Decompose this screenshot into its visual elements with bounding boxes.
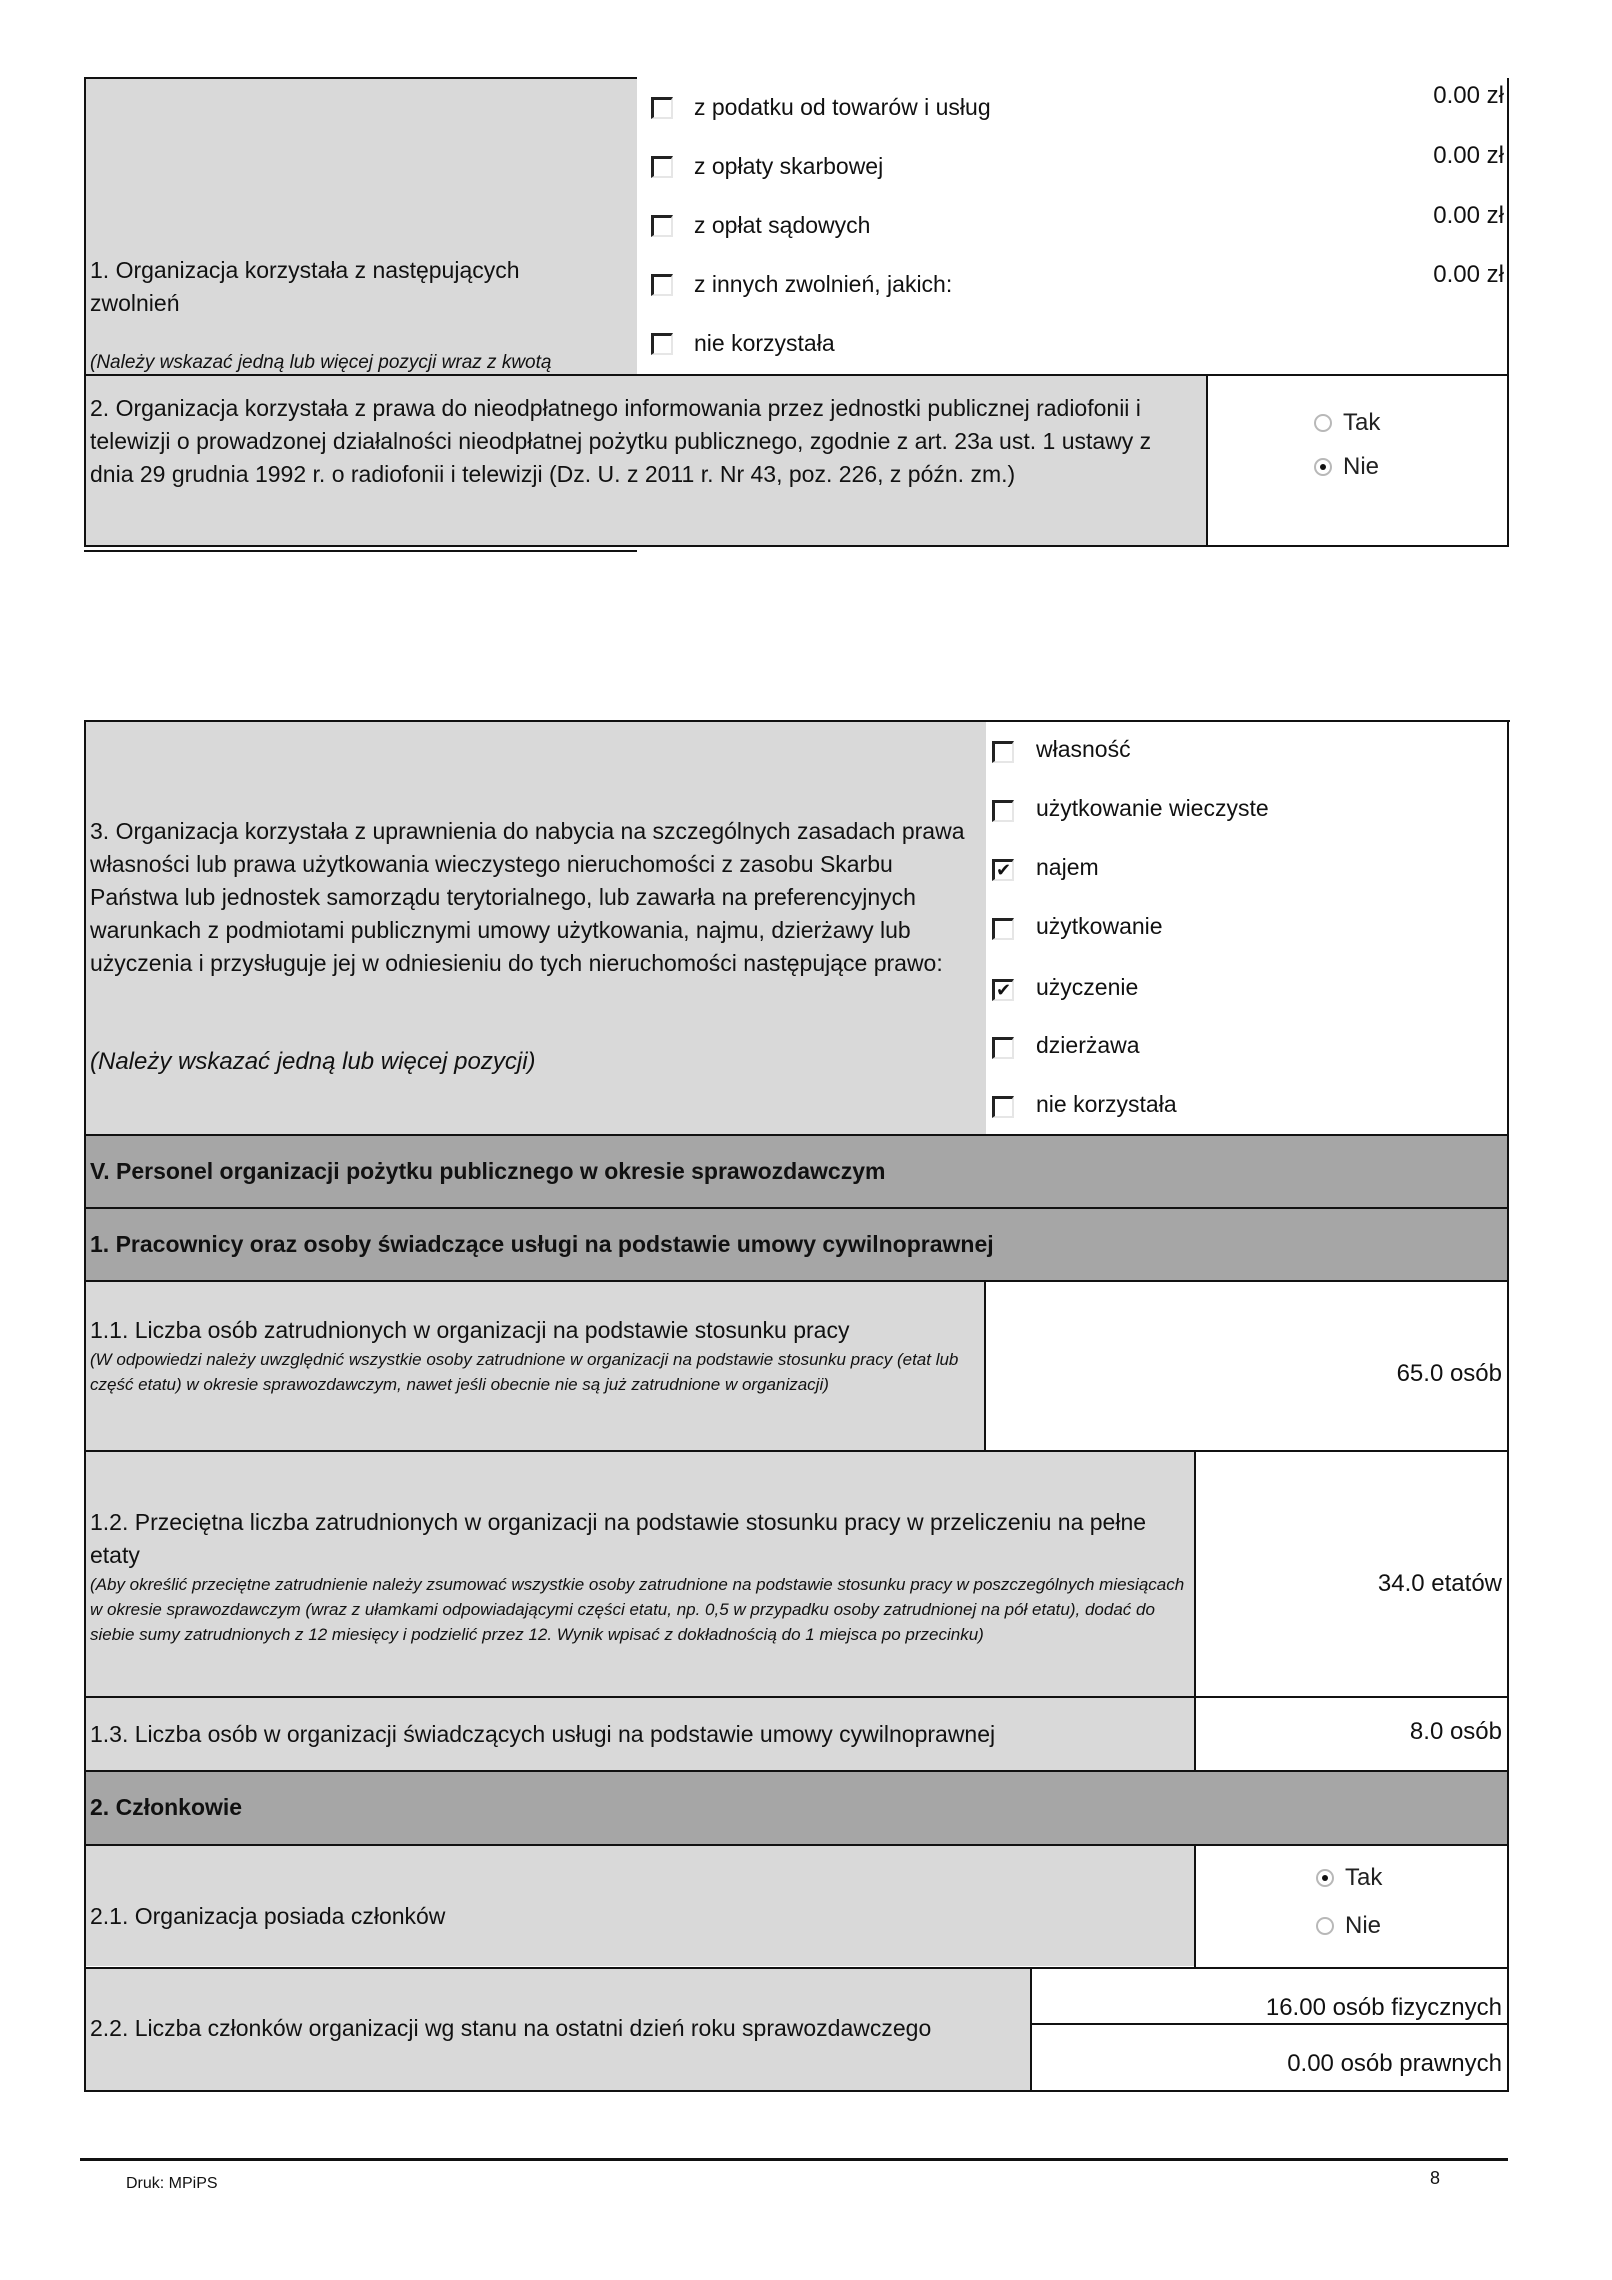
q2-2-value-legal[interactable]: 0.00 osób prawnych [1287,2050,1502,2077]
radio-button[interactable] [1314,458,1332,476]
amount-value: 0.00 zł [1433,261,1504,288]
radio-label: Nie [1345,1912,1382,1939]
q1-top-border [84,77,637,79]
table-right-border [1507,720,1509,2092]
checkbox[interactable] [651,156,673,178]
checkbox[interactable] [992,741,1014,763]
q2-bottom-border [84,545,1509,547]
amount-value: 0.00 zł [1433,202,1504,229]
checkbox[interactable] [651,97,673,119]
q1-2-note: (Aby określić przeciętne zatrudnienie należy zsumować wszystkie osoby zatrudnione na podstawie stosunku pracy w poszczególnych miesiącach w okresie sprawozdawczym (wraz z ułamkami odpowiadającymi części etatu, np. 0,5 w przypadku osoby zatrudnionej na pół etatu), dodać do siebie sumy zatrudnionych z 12 miesięcy i podzielić przez 12. Wynik wpisać z dokładnością do 1 miejsca po przecinku) [90,1575,1185,1644]
q1-2-label: 1.2. Przeciętna liczba zatrudnionych w organizacji na podstawie stosunku pracy w przeliczeniu na pełne etaty [90,1509,1147,1568]
option-label: użytkowanie [1036,913,1163,939]
q2-2-value-natural[interactable]: 16.00 osób fizycznych [1265,1994,1502,2021]
checkbox[interactable] [992,1037,1014,1059]
amount-value: 0.00 zł [1433,142,1504,169]
section-v-title: V. Personel organizacji pożytku publicznego w okresie sprawozdawczym [90,1158,886,1184]
q1-right-border [1507,78,1509,374]
sub1-title: 1. Pracownicy oraz osoby świadczące usługi na podstawie umowy cywilnoprawnej [90,1231,994,1257]
option-label: najem [1036,854,1099,880]
amount-value: 0.00 zł [1433,82,1504,109]
q2-label: 2. Organizacja korzystała z prawa do nieodpłatnego informowania przez jednostki publicznej radiofonii i telewizji o prowadzonej działalności nieodpłatnej pożytku publicznego, zgodnie z art. 23a ust. 1 ustawy z dnia 29 grudnia 1992 r. o radiofonii i telewizji (Dz. U. z 2011 r. Nr 43, poz. 226, z późn. zm.) [90,395,1152,487]
option-label: nie korzystała [1036,1091,1177,1117]
q2-right-border [1507,374,1509,547]
q1-note [90,354,630,374]
option-label: z opłat sądowych [694,212,871,238]
q2-bottom-border-extra [84,550,637,552]
radio-label: Nie [1343,453,1380,480]
option-label: z podatku od towarów i usług [694,94,991,120]
sub1-header [86,1209,1507,1281]
q2-2-label: 2.2. Liczba członków organizacji wg stanu na ostatni dzień roku sprawozdawczego [90,2015,932,2041]
checkbox[interactable]: ✔ [992,859,1014,881]
radio-button[interactable] [1314,414,1332,432]
q2-1-label: 2.1. Organizacja posiada członków [90,1903,446,1929]
option-label: własność [1036,736,1131,762]
q1-note-text: (Należy wskazać jedną lub więcej pozycji wraz z kwotą [90,354,552,373]
checkbox[interactable] [992,1096,1014,1118]
q1-2-value[interactable]: 34.0 etatów [1377,1570,1502,1597]
q2-top-border [84,374,1509,376]
q1-2-divider [1194,1450,1196,1780]
sub2-header [86,1772,1507,1844]
q1-1-label-block [90,1314,980,1397]
q1-label: 1. Organizacja korzystała z następujących zwolnień [90,257,520,316]
q1-1-divider [984,1280,986,1452]
option-label: dzierżawa [1036,1032,1140,1058]
q2-divider [1206,374,1208,547]
q2-2-mid-border [1030,2023,1509,2025]
q1-3-value[interactable]: 8.0 osób [1409,1718,1502,1745]
checkbox[interactable] [651,215,673,237]
footer-rule [80,2158,1508,2161]
radio-label: Tak [1343,409,1381,436]
checkbox[interactable] [651,333,673,355]
q2-2-divider [1030,1967,1032,2092]
radio-button[interactable] [1316,1869,1334,1887]
option-label: użytkowanie wieczyste [1036,795,1269,821]
q1-label-cell [84,78,637,374]
page-number: 8 [1430,2168,1441,2188]
checkbox[interactable] [651,274,673,296]
option-label: użyczenie [1036,974,1139,1000]
q2-1-divider [1194,1844,1196,1968]
checkbox[interactable] [992,918,1014,940]
radio-label: Tak [1345,1864,1383,1891]
option-label: nie korzystała [694,330,835,356]
q3-label: 3. Organizacja korzystała z uprawnienia do nabycia na szczególnych zasadach prawa własności lub prawa użytkowania wieczystego nieruchomości z zasobu Skarbu Państwa lub jednostek samorządu terytorialnego, lub zawarła na preferencyjnych warunkach z podmiotami publicznymi umowy użytkowania, najmu, dzierżawy lub użyczenia i przysługuje jej w odniesieniu do tych nieruchomości następujące prawo: [90,818,965,976]
q1-1-note: (W odpowiedzi należy uwzględnić wszystkie osoby zatrudnione w organizacji na podstawie stosunku pracy (etat lub część etatu) w okresie sprawozdawczym, nawet jeśli obecnie nie są już zatrudnione w organizacji) [90,1350,959,1394]
checkbox[interactable] [992,800,1014,822]
table-bottom-border [84,2090,1509,2092]
footer-print-label: Druk: MPiPS [126,2175,218,2192]
sub2-title: 2. Członkowie [90,1794,243,1820]
q3-note: (Należy wskazać jedną lub więcej pozycji) [90,1048,536,1075]
q1-2-label-block [90,1506,1186,1647]
q3-top-border [84,720,1510,722]
radio-button[interactable] [1316,1917,1334,1935]
checkbox[interactable]: ✔ [992,979,1014,1001]
option-label: z innych zwolnień, jakich: [694,271,953,297]
q1-1-value[interactable]: 65.0 osób [1396,1360,1502,1387]
q1-3-label: 1.3. Liczba osób w organizacji świadczących usługi na podstawie umowy cywilnoprawnej [90,1721,996,1747]
q1-1-label: 1.1. Liczba osób zatrudnionych w organizacji na podstawie stosunku pracy [90,1317,850,1343]
section-v-header [86,1136,1507,1208]
option-label: z opłaty skarbowej [694,153,884,179]
